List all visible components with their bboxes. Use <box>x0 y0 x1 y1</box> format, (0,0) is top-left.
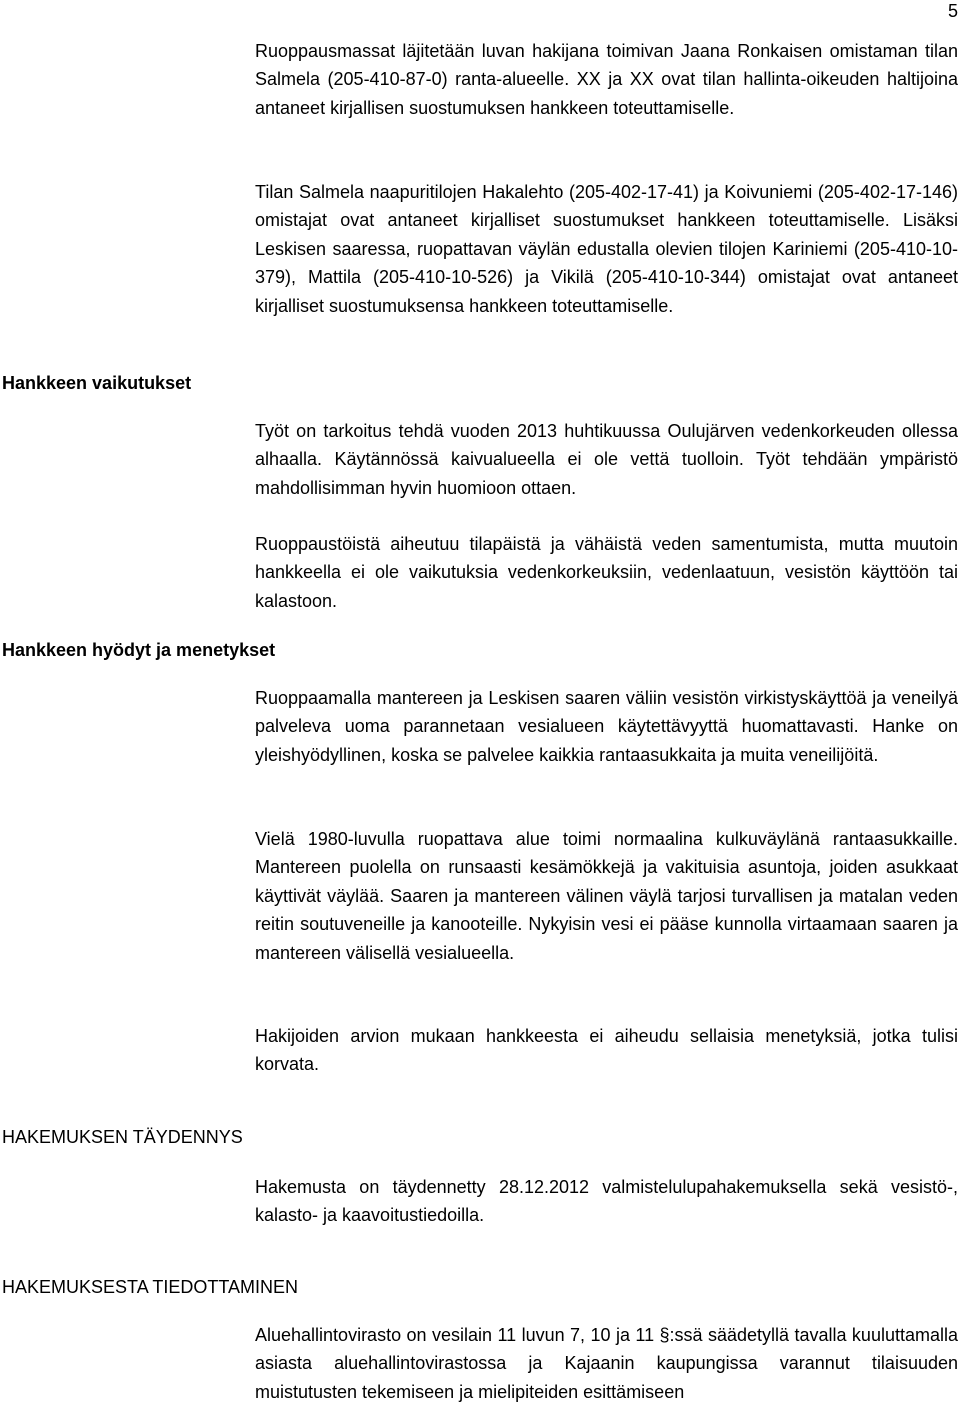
section-heading-tiedottaminen: HAKEMUKSESTA TIEDOTTAMINEN <box>2 1277 299 1297</box>
section-heading-taydennys: HAKEMUKSEN TÄYDENNYS <box>2 1127 243 1147</box>
taydennys-paragraph-1: Hakemusta on täydennetty 28.12.2012 valmistelulupahakemuksella sekä vesistö-, kalasto- ja kaavoitustiedoilla. <box>255 1177 958 1226</box>
intro-paragraph-1: Ruoppausmassat läjitetään luvan hakijana toimivan Jaana Ronkaisen omistaman tilan Salmela (205-410-87-0) ranta-alueelle. XX ja XX ovat tilan hallinta-oikeuden haltijoina antaneet kirjallisen suostumuksen hankkeen toteuttamiselle. <box>255 41 958 118</box>
vaikutukset-paragraph-1: Työt on tarkoitus tehdä vuoden 2013 huhtikuussa Oulujärven vedenkorkeuden ollessa alhaalla. Käytännössä kaivualueella ei ole vettä tuolloin. Työt tehdään ympäristö mahdollisimman hyvin huomioon ottaen. <box>255 421 958 498</box>
section-heading-hyodyt: Hankkeen hyödyt ja menetykset <box>2 640 276 660</box>
hyodyt-paragraph-3: Hakijoiden arvion mukaan hankkeesta ei aiheudu sellaisia menetyksiä, jotka tulisi korvata. <box>255 1026 958 1075</box>
hyodyt-paragraph-2: Vielä 1980-luvulla ruopattava alue toimi normaalina kulkuväylänä rantaasukkaille. Mantereen puolella on runsaasti kesämökkejä ja vakituisia asuntoja, joiden asukkaat käyttivät väylää. Saaren ja mantereen välinen väylä tarjosi turvallisen ja matalan veden reitin soutuveneille ja kanooteille. Nykyisin vesi ei pääse kunnolla virtaamaan saaren ja mantereen välisellä vesialueella. <box>255 829 958 963</box>
hyodyt-paragraph-1: Ruoppaamalla mantereen ja Leskisen saaren väliin vesistön virkistyskäyttöä ja veneilyä palveleva uoma parannetaan vesialueen käytettävyyttä huomattavasti. Hanke on yleishyödyllinen, koska se palvelee kaikkia rantaasukkaita ja muita veneilijöitä. <box>255 688 958 765</box>
page-number: 5 <box>947 1 958 21</box>
vaikutukset-paragraph-2: Ruoppaustöistä aiheutuu tilapäistä ja vähäistä veden samentumista, mutta muutoin hankkeella ei ole vaikutuksia vedenkorkeuksiin, vedenlaatuun, vesistön käyttöön tai kalastoon. <box>255 534 958 611</box>
intro-paragraph-2: Tilan Salmela naapuritilojen Hakalehto (205-402-17-41) ja Koivuniemi (205-402-17-146) omistajat ovat antaneet kirjalliset suostumukset hankkeen toteuttamiselle. Lisäksi Leskisen saaressa, ruopattavan väylän edustalla olevien tilojen Kariniemi (205-410-10-379), Mattila (205-410-10-526) ja Vikilä (205-410-10-344) omistajat ovat antaneet kirjalliset suostumuksensa hankkeen toteuttamiselle. <box>255 182 958 316</box>
section-heading-vaikutukset: Hankkeen vaikutukset <box>2 373 192 393</box>
tiedottaminen-paragraph-1: Aluehallintovirasto on vesilain 11 luvun 7, 10 ja 11 §:ssä säädetyllä tavalla kuuluttamalla asiasta aluehallintovirastossa ja Kajaanin kaupungissa varannut tilaisuuden muistutusten tekemiseen ja mielipiteiden esittämiseen <box>255 1325 958 1402</box>
